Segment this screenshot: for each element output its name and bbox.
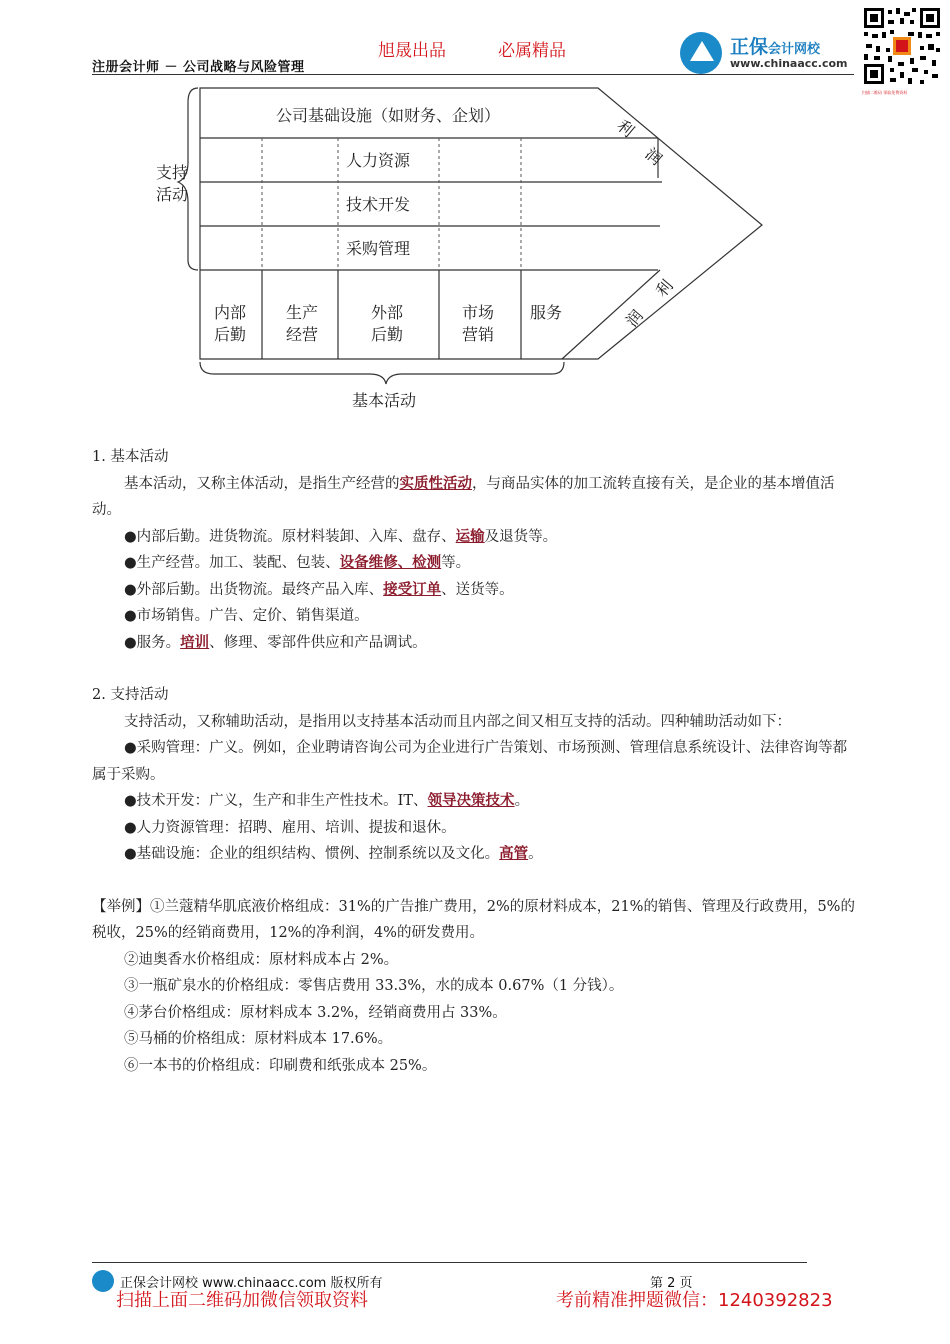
key-term: 接受订单 <box>383 581 442 598</box>
section-2-heading: 2. 支持活动 <box>92 687 169 703</box>
primary-inbound-1: 内部 <box>214 303 247 322</box>
primary-activities-label: 基本活动 <box>352 391 417 410</box>
support-label-2: 活动 <box>156 185 189 204</box>
key-term: 培训 <box>180 634 210 651</box>
primary-marketing-1: 市场 <box>462 303 495 322</box>
bullet-infrastructure: ●基础设施：企业的组织结构、惯例、控制系统以及文化。高管。 <box>124 846 543 862</box>
section-2-intro: 支持活动，又称辅助活动，是指用以支持基本活动而且内部之间又相互支持的活动。四种辅助活动如下： <box>124 713 791 730</box>
key-term: 高管 <box>499 846 529 862</box>
course-title: 注册会计师 － 公司战略与风险管理 <box>92 60 305 75</box>
logo-sub: 会计网校 <box>768 42 821 57</box>
body-content <box>92 444 860 1079</box>
logo-icon <box>680 32 722 74</box>
support-row-tech: 技术开发 <box>346 195 411 214</box>
example-item: ②迪奥香水价格组成：原材料成本占 2%。 <box>124 951 399 968</box>
header-tagline-1: 旭晟出品 <box>378 41 446 61</box>
bullet-tech: ●技术开发：广义，生产和非生产性技术。IT、领导决策技术。 <box>124 793 530 809</box>
footer-copyright: 正保会计网校 www.chinaacc.com 版权所有 <box>120 1276 383 1291</box>
bullet-service: ●服务。培训、修理、零部件供应和产品调试。 <box>124 634 427 651</box>
bullet-hr: ●人力资源管理：招聘、雇用、培训、提拔和退休。 <box>124 819 456 836</box>
qr-note: 扫描二维码 领取免费资料 <box>862 90 908 95</box>
primary-service: 服务 <box>530 303 563 322</box>
value-chain-diagram <box>130 82 770 417</box>
header-divider <box>92 74 854 75</box>
primary-operations-2: 经营 <box>286 325 319 344</box>
section-1-intro: 基本活动，又称主体活动，是指生产经营的实质性活动，与商品实体的加工流转直接有关，是企业的基本增值活动。 <box>92 475 835 518</box>
footer-promo-left: 扫描上面二维码加微信领取资料 <box>116 1290 368 1311</box>
key-term: 领导决策技术 <box>427 793 515 809</box>
example-item: ⑥一本书的价格组成：印刷费和纸张成本 25%。 <box>124 1057 437 1074</box>
key-term: 实质性活动 <box>399 475 472 492</box>
primary-operations-1: 生产 <box>286 303 319 322</box>
bullet-marketing: ●市场销售。广告、定价、销售渠道。 <box>124 608 369 624</box>
example-lead: 【举例】①兰蔻精华肌底液价格组成：31%的广告推广费用，2%的原材料成本，21%的销售、管理及行政费用，5%的税收，25%的经销商费用，12%的净利润，4%的研发费用。 <box>92 898 855 941</box>
bullet-inbound: ●内部后勤。进货物流。原材料装卸、入库、盘存、运输及退货等。 <box>124 528 558 545</box>
bullet-outbound: ●外部后勤。出货物流。最终产品入库、接受订单、送货等。 <box>124 581 514 598</box>
primary-outbound-1: 外部 <box>371 303 404 322</box>
key-term: 设备维修、检测 <box>339 555 442 571</box>
support-label-1: 支持 <box>156 163 189 182</box>
footer-divider <box>92 1262 807 1263</box>
example-item: ④茅台价格组成：原材料成本 3.2%，经销商费用占 33%。 <box>124 1004 507 1021</box>
margin-top-1: 利 <box>613 115 638 141</box>
example-item: ③一瓶矿泉水的价格组成：零售店费用 33.3%，水的成本 0.67%（1 分钱）。 <box>124 978 624 994</box>
bullet-procurement: ●采购管理：广义。例如，企业聘请咨询公司为企业进行广告策划、市场预测、管理信息系统设计、法律咨询等都属于采购。 <box>92 740 848 783</box>
primary-brace <box>200 362 564 384</box>
primary-outbound-2: 后勤 <box>371 325 404 344</box>
support-row-infrastructure: 公司基础设施（如财务、企划） <box>276 106 501 125</box>
section-1-heading: 1. 基本活动 <box>92 449 169 465</box>
page-number: 第 2 页 <box>650 1276 693 1291</box>
logo-url: www.chinaacc.com <box>730 57 848 70</box>
bullet-operations: ●生产经营。加工、装配、包装、设备维修、检测等。 <box>124 555 471 571</box>
logo-name: 正保 <box>730 36 769 58</box>
footer-promo-right: 考前精准押题微信：1240392823 <box>556 1290 833 1311</box>
footer-logo-icon <box>92 1270 114 1292</box>
header-tagline-2: 必属精品 <box>498 41 566 61</box>
margin-bottom-1: 利 <box>651 276 677 301</box>
qr-code-icon <box>862 6 942 86</box>
support-row-hr: 人力资源 <box>346 151 411 170</box>
margin-top-2: 润 <box>641 143 666 169</box>
support-row-procurement: 采购管理 <box>346 239 411 258</box>
primary-inbound-2: 后勤 <box>214 325 247 344</box>
margin-bottom-2: 润 <box>621 306 647 331</box>
example-item: ⑤马桶的价格组成：原材料成本 17.6%。 <box>124 1031 393 1047</box>
key-term: 运输 <box>455 528 485 545</box>
primary-marketing-2: 营销 <box>462 325 495 344</box>
brand-logo[interactable] <box>680 30 850 74</box>
